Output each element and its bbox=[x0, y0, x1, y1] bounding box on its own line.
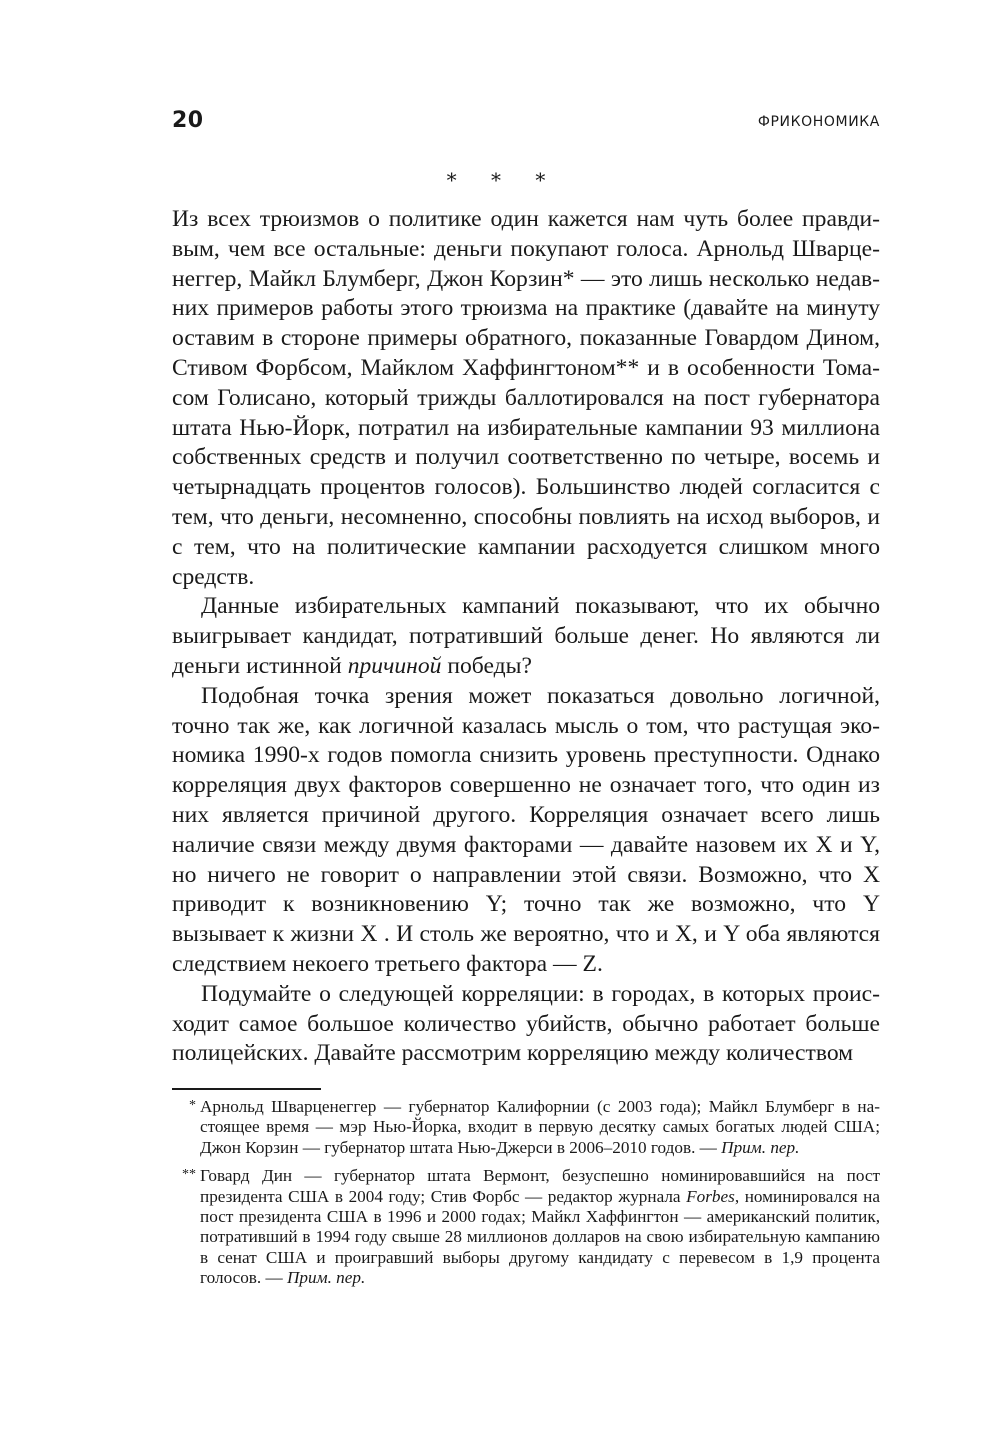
paragraph-2-emphasis: причиной bbox=[347, 652, 442, 679]
section-separator: * * * bbox=[446, 168, 560, 192]
footnote-1 bbox=[172, 1097, 880, 1158]
footnote-2 bbox=[172, 1166, 880, 1288]
paragraph-3: Подобная точка зрения может показаться довольно логичной, точно так же, как логичной казалась мысль о том, что растущая экономика 1990-х годов помогла снизить уровень преступности. Однако корреляция двух факторов совершенно не означает того, что один из них является причиной другого. Корреляция означает всего лишь наличие связи между двумя факторами — давайте назовем их X и Y, но ничего не говорит о направлении этой связи. Возможно, что X приводит к возникновению Y; точно так же возможно, что Y вызывает к жизни X . И столь же вероятно, что и X, и Y оба являются следствием некоего третьего фактора — Z. bbox=[172, 682, 880, 977]
running-head: ФРИКОНОМИКА bbox=[757, 114, 880, 130]
paragraph-2-text-start: Данные избирательных кампаний показывают, что их обычно выигрывает кандидат, потративший больше денег. Но являются ли деньги истинной bbox=[172, 593, 880, 679]
footnote-1-note: Прим. пер. bbox=[721, 1137, 800, 1157]
footnotes bbox=[172, 1097, 880, 1297]
paragraph-2-text-end: победы? bbox=[441, 652, 532, 679]
paragraph-1: Из всех трюизмов о политике один кажется нам чуть более правдивым, чем все остальные: деньги покупают голоса. Арнольд Шварценеггер, Майкл Блумберг, Джон Корзин* — это лишь несколько недавних примеров работы этого трюизма на практике (давайте на минуту оставим в стороне примеры обратного, показанные Говардом Дином, Стивом Форбсом, Майклом Хаффингтоном** и в особенности Томасом Голисано, который трижды баллотировался на пост губернатора штата Нью-Йорк, потратил на избирательные кампании 93 миллиона собственных средств и получил соответственно по четыре, восемь и четырнадцать процентов голосов). Большинство людей согласится с тем, что деньги, несомненно, способны повлиять на исход выборов, и с тем, что на политические кампании расходуется слишком много средств. bbox=[172, 206, 880, 590]
body-text bbox=[172, 205, 880, 1069]
footnote-2-emphasis: Forbes bbox=[686, 1186, 735, 1206]
footnote-1-text: Арнольд Шварценеггер — губернатор Калифорнии (с 2003 года); Майкл Блумберг в настоящее время — мэр Нью-Йорка, входит в первую десятку самых богатых людей США; Джон Корзин — губернатор штата Нью-Джерси в 2006–2010 годов. — bbox=[200, 1097, 880, 1157]
paragraph-2 bbox=[172, 592, 880, 681]
footnote-2-marker: ** bbox=[182, 1167, 196, 1183]
footnote-rule bbox=[172, 1088, 321, 1090]
paragraph-4: Подумайте о следующей корреляции: в городах, в которых происходит самое большое количество убийств, обычно работает больше полицейских. Давайте рассмотрим корреляцию между количеством bbox=[172, 980, 880, 1067]
footnote-2-text-start: Говард Дин — губернатор штата Вермонт, безуспешно номинировавшийся на пост президента США в 2004 году; Стив Форбс — редактор журнала bbox=[200, 1166, 880, 1206]
page-number: 20 bbox=[172, 108, 204, 133]
footnote-2-note: Прим. пер. bbox=[287, 1268, 366, 1288]
footnote-2-text-end: , номинировался на пост президента США в 1996 и 2000 годах; Майкл Хаффингтон — американский политик, потративший в 1994 году свыше 28 миллионов долларов на свою избирательную кампанию в сенат США и проигравший выборы другому кандидату с перевесом в 1,9 процента голосов. — bbox=[200, 1186, 881, 1288]
footnote-1-marker: * bbox=[189, 1098, 196, 1113]
